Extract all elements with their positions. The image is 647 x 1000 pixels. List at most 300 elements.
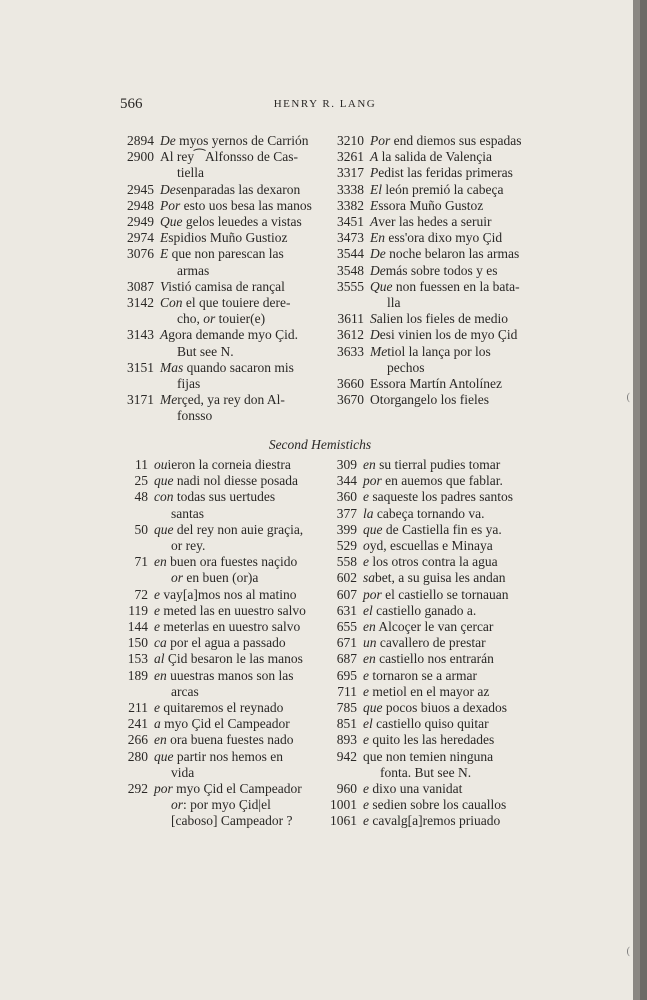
verse-text [160, 198, 342, 214]
italic-fragment: e [154, 700, 160, 716]
verse-number: 3317 [337, 165, 364, 181]
italic-fragment: e [363, 667, 369, 683]
italic-fragment: por [363, 586, 382, 602]
verse-number: 3473 [337, 230, 364, 246]
verse-text [363, 603, 522, 619]
text-fragment: fonta. But see N. [380, 764, 472, 780]
text-fragment: gora demande myo Çid. [168, 327, 298, 343]
italic-fragment: e [363, 813, 369, 829]
verse-text [363, 473, 522, 489]
italic-fragment: un [363, 635, 377, 651]
verse-entry [330, 165, 522, 181]
verse-number: 529 [336, 538, 357, 554]
italic-fragment: que [363, 521, 383, 537]
verse-line [160, 311, 342, 327]
verse-number: 25 [134, 473, 148, 489]
verse-text [363, 554, 522, 570]
verse-text [154, 489, 324, 521]
verse-line [154, 732, 324, 748]
text-fragment: istió camisa de rançal [168, 278, 285, 294]
verse-text [363, 781, 522, 797]
text-fragment: meterlas en uuestro salvo [160, 619, 301, 635]
verse-line [363, 749, 522, 765]
verse-number: 266 [127, 732, 148, 748]
verse-text [370, 133, 522, 149]
italic-fragment: Por [160, 197, 181, 213]
italic-fragment: Me [370, 343, 388, 359]
verse-number: 1001 [330, 797, 357, 813]
text-fragment: los otros contra la agua [369, 554, 498, 570]
verse-entry [118, 473, 324, 489]
text-fragment: que non temien ninguna [363, 748, 494, 764]
verse-entry [324, 522, 522, 538]
verse-number: 3612 [337, 327, 364, 343]
verse-text [363, 570, 522, 586]
verse-line [370, 133, 522, 149]
verse-entry [324, 587, 522, 603]
verse-line [363, 587, 522, 603]
verse-text [370, 344, 522, 376]
verse-line [154, 473, 324, 489]
italic-fragment: or [203, 311, 216, 327]
verse-text [160, 327, 342, 359]
text-fragment: Al rey⁀Alfonsso de Cas- [160, 149, 298, 165]
verse-text [160, 230, 342, 246]
verse-line [154, 765, 324, 781]
verse-line [370, 182, 522, 198]
verse-entry [118, 668, 324, 700]
italic-fragment: en [154, 667, 167, 683]
verse-number: 3261 [337, 149, 364, 165]
text-fragment: tiella [177, 165, 204, 181]
italic-fragment: El [370, 181, 382, 197]
verse-line [370, 214, 522, 230]
verse-line [370, 279, 522, 295]
text-fragment: nadi nol diesse posada [173, 473, 298, 489]
text-fragment: edist las feridas primeras [378, 165, 513, 181]
verse-text [363, 619, 522, 635]
italic-fragment: e [363, 489, 369, 505]
verse-number: 3151 [127, 359, 154, 375]
italic-fragment: que [154, 521, 174, 537]
verse-entry [118, 651, 324, 667]
text-fragment: dixo una vanidat [369, 781, 463, 797]
verse-line [370, 295, 522, 311]
text-fragment: meted las en uuestro salvo [160, 602, 306, 618]
verse-entry [324, 651, 522, 667]
verse-line [154, 506, 324, 522]
verse-number: 153 [127, 651, 148, 667]
italic-fragment: en [363, 651, 376, 667]
verse-entry [330, 230, 522, 246]
verse-line [363, 651, 522, 667]
italic-fragment: or [171, 797, 184, 813]
verse-entry [118, 457, 324, 473]
verse-entry [118, 716, 324, 732]
text-fragment: quitaremos el reynado [160, 700, 284, 716]
verse-number: 3338 [337, 181, 364, 197]
verse-line [370, 149, 522, 165]
margin-mark: ( [626, 946, 630, 957]
verse-line [363, 716, 522, 732]
verse-line [154, 749, 324, 765]
verse-line [160, 408, 342, 424]
page-number: 566 [120, 96, 143, 112]
text-fragment: quito les las heredades [369, 732, 495, 748]
italic-fragment: e [363, 732, 369, 748]
verse-number: 280 [127, 748, 148, 764]
verse-number: 2945 [127, 181, 154, 197]
verse-number: 785 [336, 700, 357, 716]
verse-line [154, 587, 324, 603]
verse-entry [118, 749, 324, 781]
italic-fragment: A [370, 214, 379, 230]
verse-line [363, 603, 522, 619]
verse-entry [324, 732, 522, 748]
text-fragment: myo Çid el Campeador [172, 781, 302, 797]
verse-entry [330, 327, 522, 343]
text-fragment: castiello quiso quitar [372, 716, 489, 732]
text-fragment: arcas [171, 683, 199, 699]
italic-fragment: De [160, 133, 176, 148]
verse-line [363, 781, 522, 797]
verse-number: 607 [336, 586, 357, 602]
verse-text [363, 506, 522, 522]
italic-fragment: De [370, 262, 386, 278]
verse-number: 144 [127, 619, 148, 635]
text-fragment: cho, [177, 311, 204, 327]
text-fragment: ora buena fuestes nado [166, 732, 294, 748]
verse-text [154, 603, 324, 619]
verse-text [363, 635, 522, 651]
italic-fragment: la [363, 505, 374, 521]
verse-entry [324, 473, 522, 489]
verse-text [363, 651, 522, 667]
text-fragment: castiello nos entrarán [375, 651, 494, 667]
text-fragment: cabeça tornando va. [373, 505, 485, 521]
verse-line [154, 538, 324, 554]
verse-number: 3087 [127, 278, 154, 294]
verse-line [160, 360, 342, 376]
verse-entry [118, 635, 324, 651]
text-fragment: noche belaron las armas [385, 246, 520, 262]
text-fragment: non fuessen en la bata- [392, 278, 520, 294]
verse-line [154, 570, 324, 586]
verse-line [154, 684, 324, 700]
verse-line [154, 489, 324, 505]
verse-text [160, 149, 342, 181]
verse-entry [330, 263, 522, 279]
verse-text [363, 684, 522, 700]
verse-number: 292 [127, 781, 148, 797]
verse-line [370, 198, 522, 214]
italic-fragment: que [154, 473, 174, 489]
verse-line [363, 813, 522, 829]
text-fragment: uuestras manos son las [166, 667, 294, 683]
verse-line [363, 732, 522, 748]
text-fragment: pocos biuos a dexados [382, 700, 507, 716]
italic-fragment: que [363, 700, 383, 716]
text-fragment: Çid besaron le las manos [164, 651, 303, 667]
text-fragment: sedien sobre los cauallos [369, 797, 507, 813]
verse-line [160, 344, 342, 360]
verse-entry [118, 554, 324, 586]
verse-text [363, 797, 522, 813]
text-fragment: cavallero de prestar [376, 635, 486, 651]
italic-fragment: Que [160, 214, 183, 230]
first-hemistichs-left-column [120, 133, 342, 425]
italic-fragment: A [370, 149, 379, 165]
text-fragment: el que touiere dere- [182, 295, 291, 311]
italic-fragment: Me [160, 392, 178, 408]
italic-fragment: V [160, 278, 169, 294]
page-edge [633, 0, 640, 1000]
text-fragment: [caboso] Campeador ? [171, 813, 293, 829]
verse-line [363, 489, 522, 505]
verse-entry [324, 603, 522, 619]
verse-line [160, 392, 342, 408]
verse-entry [330, 133, 522, 149]
italic-fragment: sa [363, 570, 376, 586]
verse-number: 344 [336, 473, 357, 489]
verse-entry [330, 344, 522, 376]
verse-line [160, 165, 342, 181]
verse-entry [120, 295, 342, 327]
verse-line [154, 635, 324, 651]
verse-entry [120, 149, 342, 181]
verse-text [154, 619, 324, 635]
verse-number: 671 [336, 635, 357, 651]
verse-text [370, 263, 522, 279]
verse-number: 3382 [337, 197, 364, 213]
verse-entry [118, 700, 324, 716]
verse-text [370, 198, 522, 214]
verse-entry [324, 538, 522, 554]
verse-number: 695 [336, 667, 357, 683]
text-fragment: más sobre todos y es [385, 262, 498, 278]
verse-text [370, 327, 522, 343]
verse-text [363, 813, 522, 829]
verse-entry [118, 732, 324, 748]
verse-text [363, 587, 522, 603]
verse-number: 360 [336, 489, 357, 505]
verse-text [363, 489, 522, 505]
italic-fragment: en [363, 457, 376, 472]
verse-text [363, 716, 522, 732]
text-fragment: saqueste los padres santos [369, 489, 513, 505]
verse-line [363, 765, 522, 781]
verse-text [154, 749, 324, 781]
verse-entry [324, 489, 522, 505]
verse-line [363, 668, 522, 684]
verse-text [363, 457, 522, 473]
second-hemistichs-left-column [118, 457, 324, 830]
verse-text [154, 668, 324, 700]
verse-line [154, 813, 324, 829]
verse-text [370, 279, 522, 311]
text-fragment: que non parescan las [168, 246, 284, 262]
second-hemistichs-right-column [324, 457, 522, 830]
italic-fragment: el [363, 602, 373, 618]
verse-number: 3143 [127, 327, 154, 343]
verse-line [154, 457, 324, 473]
verse-number: 1061 [330, 813, 357, 829]
verse-line [363, 457, 522, 473]
text-fragment: rçed, ya rey don Al- [177, 392, 285, 408]
verse-text [370, 230, 522, 246]
italic-fragment: A [160, 327, 169, 343]
italic-fragment: S [370, 311, 377, 327]
text-fragment: enparadas las dexaron [181, 181, 301, 197]
verse-number: 893 [336, 732, 357, 748]
verse-entry [324, 684, 522, 700]
verse-text [370, 182, 522, 198]
text-fragment: touier(e) [215, 311, 266, 327]
text-fragment: de Castiella fin es ya. [382, 521, 502, 537]
verse-line [160, 295, 342, 311]
verse-line [154, 522, 324, 538]
text-fragment: armas [177, 262, 210, 278]
verse-line [154, 716, 324, 732]
verse-line [370, 311, 522, 327]
italic-fragment: Que [370, 278, 393, 294]
verse-entry [324, 797, 522, 813]
verse-entry [324, 619, 522, 635]
text-fragment: esto uos besa las manos [180, 197, 312, 213]
verse-number: 241 [127, 716, 148, 732]
verse-number: 211 [128, 700, 148, 716]
verse-text [154, 732, 324, 748]
verse-entry [324, 554, 522, 570]
italic-fragment: en [363, 619, 376, 635]
italic-fragment: por [363, 473, 382, 489]
text-fragment: el castiello se tornauan [381, 586, 509, 602]
text-fragment: en auemos que fablar. [381, 473, 503, 489]
text-fragment: cavalg[a]remos priuado [369, 813, 501, 829]
page-header [120, 96, 530, 116]
text-fragment: : por myo Çid|el [183, 797, 271, 813]
verse-text [370, 376, 522, 392]
verse-text [370, 214, 522, 230]
verse-number: 3142 [127, 295, 154, 311]
verse-number: 71 [134, 554, 148, 570]
first-hemistichs-right-column [330, 133, 522, 408]
italic-fragment: E [160, 230, 169, 246]
verse-line [370, 344, 522, 360]
verse-entry [120, 279, 342, 295]
italic-fragment: a [154, 716, 161, 732]
verse-line [154, 554, 324, 570]
verse-number: 655 [336, 619, 357, 635]
verse-entry [330, 246, 522, 262]
verse-number: 72 [134, 586, 148, 602]
verse-line [154, 781, 324, 797]
verse-text [370, 165, 522, 181]
verse-text [160, 360, 342, 392]
text-fragment: león premió la cabeça [382, 181, 504, 197]
verse-line [160, 279, 342, 295]
verse-line [363, 522, 522, 538]
verse-text [160, 246, 342, 278]
verse-line [160, 327, 342, 343]
verse-entry [330, 392, 522, 408]
verse-line [363, 570, 522, 586]
verse-number: 3555 [337, 278, 364, 294]
verse-line [363, 506, 522, 522]
verse-text [160, 182, 342, 198]
italic-fragment: e [363, 781, 369, 797]
verse-number: 3660 [337, 376, 364, 392]
verse-text [363, 732, 522, 748]
text-fragment: su tierral pudies tomar [375, 457, 501, 472]
text-fragment: ess'ora dixo myo Çid [385, 230, 503, 246]
running-head: HENRY R. LANG [273, 98, 377, 110]
text-fragment: metiol en el mayor az [369, 683, 490, 699]
verse-entry [118, 781, 324, 830]
verse-line [370, 327, 522, 343]
verse-number: 3548 [337, 262, 364, 278]
verse-line [370, 376, 522, 392]
verse-text [154, 587, 324, 603]
text-fragment: fijas [177, 376, 201, 392]
text-fragment: Otorgangelo los fieles [370, 392, 489, 408]
verse-entry [120, 327, 342, 359]
text-fragment: alien los fieles de medio [376, 311, 508, 327]
verse-line [363, 619, 522, 635]
text-fragment: Alcoçer le van çercar [375, 619, 494, 635]
verse-line [154, 619, 324, 635]
verse-line [160, 198, 342, 214]
verse-entry [330, 214, 522, 230]
italic-fragment: E [370, 197, 379, 213]
verse-entry [118, 587, 324, 603]
verse-text [154, 700, 324, 716]
text-fragment: castiello ganado a. [372, 602, 477, 618]
verse-number: 3633 [337, 343, 364, 359]
text-fragment: or rey. [171, 538, 206, 554]
text-fragment: ver las hedes a seruir [378, 214, 492, 230]
italic-fragment: De [370, 246, 386, 262]
text-fragment: buen ora fuestes naçido [166, 554, 298, 570]
verse-entry [324, 749, 522, 781]
verse-text [154, 522, 324, 554]
text-fragment: myo Çid el Campeador [160, 716, 290, 732]
verse-number: 942 [336, 748, 357, 764]
text-fragment: spidios Muño Gustioz [168, 230, 288, 246]
verse-line [363, 797, 522, 813]
italic-fragment: or [171, 570, 184, 586]
text-fragment: myos yernos de Carrión [175, 133, 309, 148]
verse-text [363, 522, 522, 538]
verse-number: 3210 [337, 133, 364, 148]
verse-text [370, 149, 522, 165]
verse-line [363, 554, 522, 570]
text-fragment: yd, escuellas e Minaya [369, 538, 493, 554]
italic-fragment: Des [160, 181, 181, 197]
verse-line [370, 246, 522, 262]
verse-line [370, 360, 522, 376]
verse-entry [330, 198, 522, 214]
verse-text [363, 668, 522, 684]
verse-entry [324, 506, 522, 522]
verse-entry [324, 813, 522, 829]
verse-text [370, 246, 522, 262]
italic-fragment: D [370, 327, 380, 343]
italic-fragment: ou [154, 457, 168, 472]
verse-number: 377 [336, 505, 357, 521]
verse-entry [330, 182, 522, 198]
italic-fragment: Con [160, 295, 183, 311]
